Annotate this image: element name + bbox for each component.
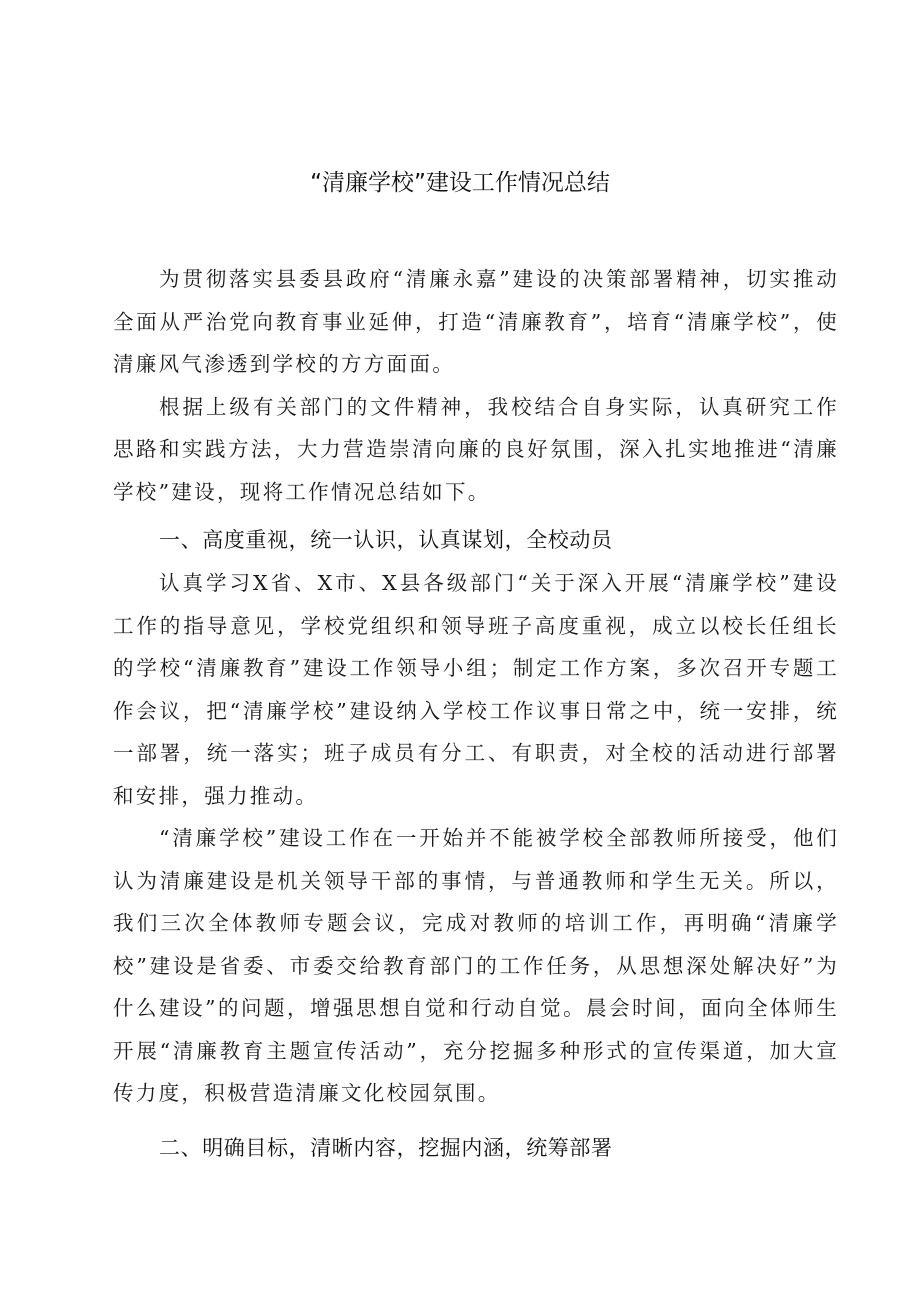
section-1-paragraph-2: “清廉学校”建设工作在一开始并不能被学校全部教师所接受，他们认为清廉建设是机关领导干部的事情，与普通教师和学生无关。所以，我们三次全体教师专题会议，完成对教师的培训工作，再明确“清廉学校”建设是省委、市委交给教育部门的工作任务，从思想深处解决好”为什么建设”的问题，增强思想自觉和行动自觉。晨会时间，面向全体师生开展“清廉教育主题宣传活动”，充分挖掘多种形式的宣传渠道，加大宣传力度，积极营造清廉文化校园氛围。 bbox=[113, 826, 839, 1105]
section-1-block bbox=[113, 562, 839, 1115]
intro-paragraph-2: 根据上级有关部门的文件精神，我校结合自身实际，认真研究工作思路和实践方法，大力营造崇清向廉的良好氛围，深入扎实地推进“清廉学校”建设，现将工作情况总结如下。 bbox=[113, 394, 839, 504]
section-1-paragraph-1: 认真学习X省、X市、X县各级部门“关于深入开展“清廉学校”建设工作的指导意见，学校党组织和领导班子高度重视，成立以校长任组长的学校“清廉教育”建设工作领导小组；制定工作方案，多次召开专题工作会议，把“清廉学校”建设纳入学校工作议事日常之中，统一安排，统一部署，统一落实；班子成员有分工、有职责，对全校的活动进行部署和安排，强力推动。 bbox=[113, 571, 839, 808]
section-2-heading: 二、明确目标，清晰内容，挖掘内涵，统筹部署 bbox=[159, 1136, 613, 1160]
section-1-heading: 一、高度重视，统一认识，认真谋划，全校动员 bbox=[159, 528, 613, 552]
intro-paragraph-1: 为贯彻落实县委县政府“清廉永嘉”建设的决策部署精神，切实推动全面从严治党向教育事业延伸，打造“清廉教育”，培育“清廉学校”，使清廉风气渗透到学校的方方面面。 bbox=[113, 267, 839, 376]
document-title: “清廉学校”建设工作情况总结 bbox=[310, 170, 610, 196]
intro-block bbox=[113, 258, 839, 513]
